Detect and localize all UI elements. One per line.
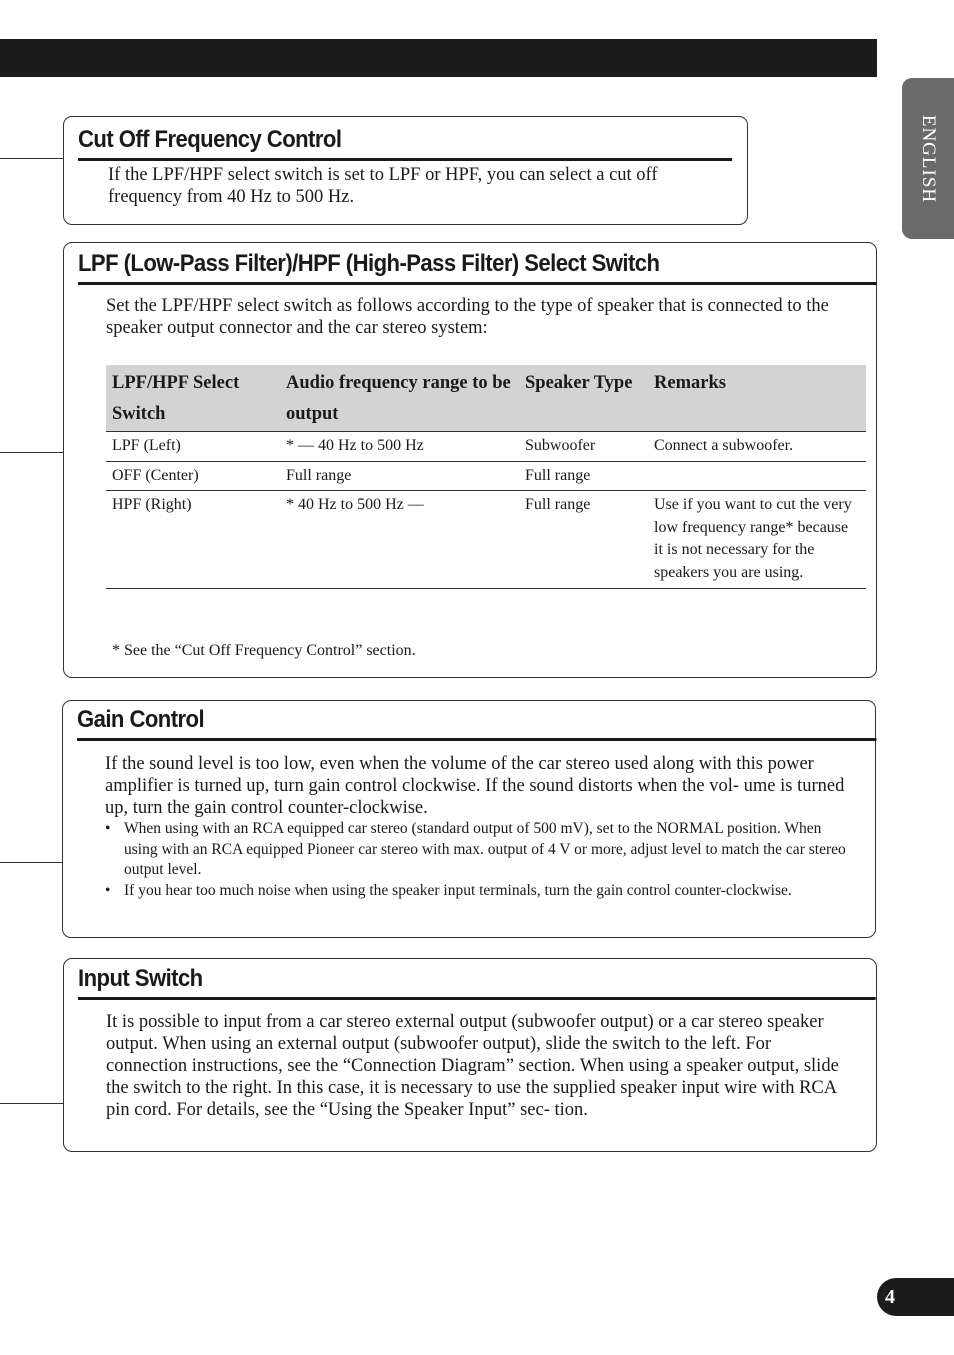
lpf-hpf-title: LPF (Low-Pass Filter)/HPF (High-Pass Filter) Select Switch — [78, 247, 877, 285]
language-tab — [902, 78, 954, 239]
table-header-cell: Remarks — [648, 365, 866, 432]
cutoff-section — [63, 116, 748, 225]
list-item: • When using with an RCA equipped car stereo (standard output of 500 mV), set to the NORMAL position. When using with an RCA equipped Pioneer car stereo with max. output of 4 V or more, adjust level to match the car stereo output level. — [105, 820, 846, 878]
table-cell: HPF (Right) — [106, 491, 280, 589]
table-header-cell: LPF/HPF Select Switch — [106, 365, 280, 432]
table-cell: OFF (Center) — [106, 461, 280, 491]
language-label: ENGLISH — [918, 114, 939, 203]
list-item: • If you hear too much noise when using the speaker input terminals, turn the gain control counter-clockwise. — [105, 881, 792, 899]
page-number: 4 — [877, 1278, 954, 1316]
table-row — [106, 461, 866, 491]
table-cell: * 40 Hz to 500 Hz — — [280, 491, 519, 589]
lpf-hpf-section — [63, 242, 877, 678]
gain-section — [62, 700, 876, 938]
table-cell: LPF (Left) — [106, 432, 280, 462]
lpf-hpf-body: Set the LPF/HPF select switch as follows according to the type of speaker that is connected to the speaker output connector and the car stereo system: — [106, 296, 829, 338]
table-cell: Subwoofer — [519, 432, 648, 462]
cutoff-body: If the LPF/HPF select switch is set to LPF or HPF, you can select a cut off frequency from 40 Hz to 500 Hz. — [108, 165, 658, 207]
table-cell: Connect a subwoofer. — [648, 432, 866, 462]
header-bar — [0, 39, 877, 77]
input-body: It is possible to input from a car stereo external output (subwoofer output) or a car stereo speaker output. When using an external output (subwoofer output), slide the switch to the left. For connection instructions, see the “Connection Diagram” section. When using a speaker output, slide the switch to the right. In this case, it is necessary to use the supplied speaker input wire with RCA pin cord. For details, see the “Using the Speaker Input” sec- tion. — [106, 1012, 839, 1120]
list-item-text: When using with an RCA equipped car stereo (standard output of 500 mV), set to the NORMAL position. When using with an RCA equipped Pioneer car stereo with max. output of 4 V or more, adjust level to match the car stereo output level. — [124, 820, 846, 878]
table-header-row — [106, 365, 866, 432]
cutoff-title: Cut Off Frequency Control — [78, 123, 732, 161]
section-connector-line — [0, 452, 64, 453]
table-cell: Use if you want to cut the very low frequency range* because it is not necessary for the speakers you are using. — [648, 491, 866, 589]
gain-title: Gain Control — [77, 703, 876, 741]
table-cell: Full range — [519, 461, 648, 491]
section-connector-line — [0, 862, 64, 863]
switch-table — [106, 365, 866, 589]
table-row — [106, 432, 866, 462]
table-cell: Full range — [519, 491, 648, 589]
table-cell: Full range — [280, 461, 519, 491]
input-section — [63, 958, 877, 1152]
input-title: Input Switch — [78, 961, 876, 1000]
table-cell: * — 40 Hz to 500 Hz — [280, 432, 519, 462]
table-header-cell: Audio frequency range to be output — [280, 365, 519, 432]
table-row — [106, 491, 866, 589]
gain-bullet-list — [105, 819, 850, 901]
list-item-text: If you hear too much noise when using the speaker input terminals, turn the gain control counter-clockwise. — [124, 881, 792, 899]
table-header-cell: Speaker Type — [519, 365, 648, 432]
gain-body: If the sound level is too low, even when the volume of the car stereo used along with this power amplifier is turned up, turn gain control clockwise. If the sound distorts when the vol- ume is turned up, turn the gain control counter-clockwise. — [105, 754, 845, 818]
section-connector-line — [0, 1103, 64, 1104]
section-connector-line — [0, 158, 64, 159]
table-footnote: * See the “Cut Off Frequency Control” section. — [112, 642, 416, 659]
table-cell — [648, 461, 866, 491]
